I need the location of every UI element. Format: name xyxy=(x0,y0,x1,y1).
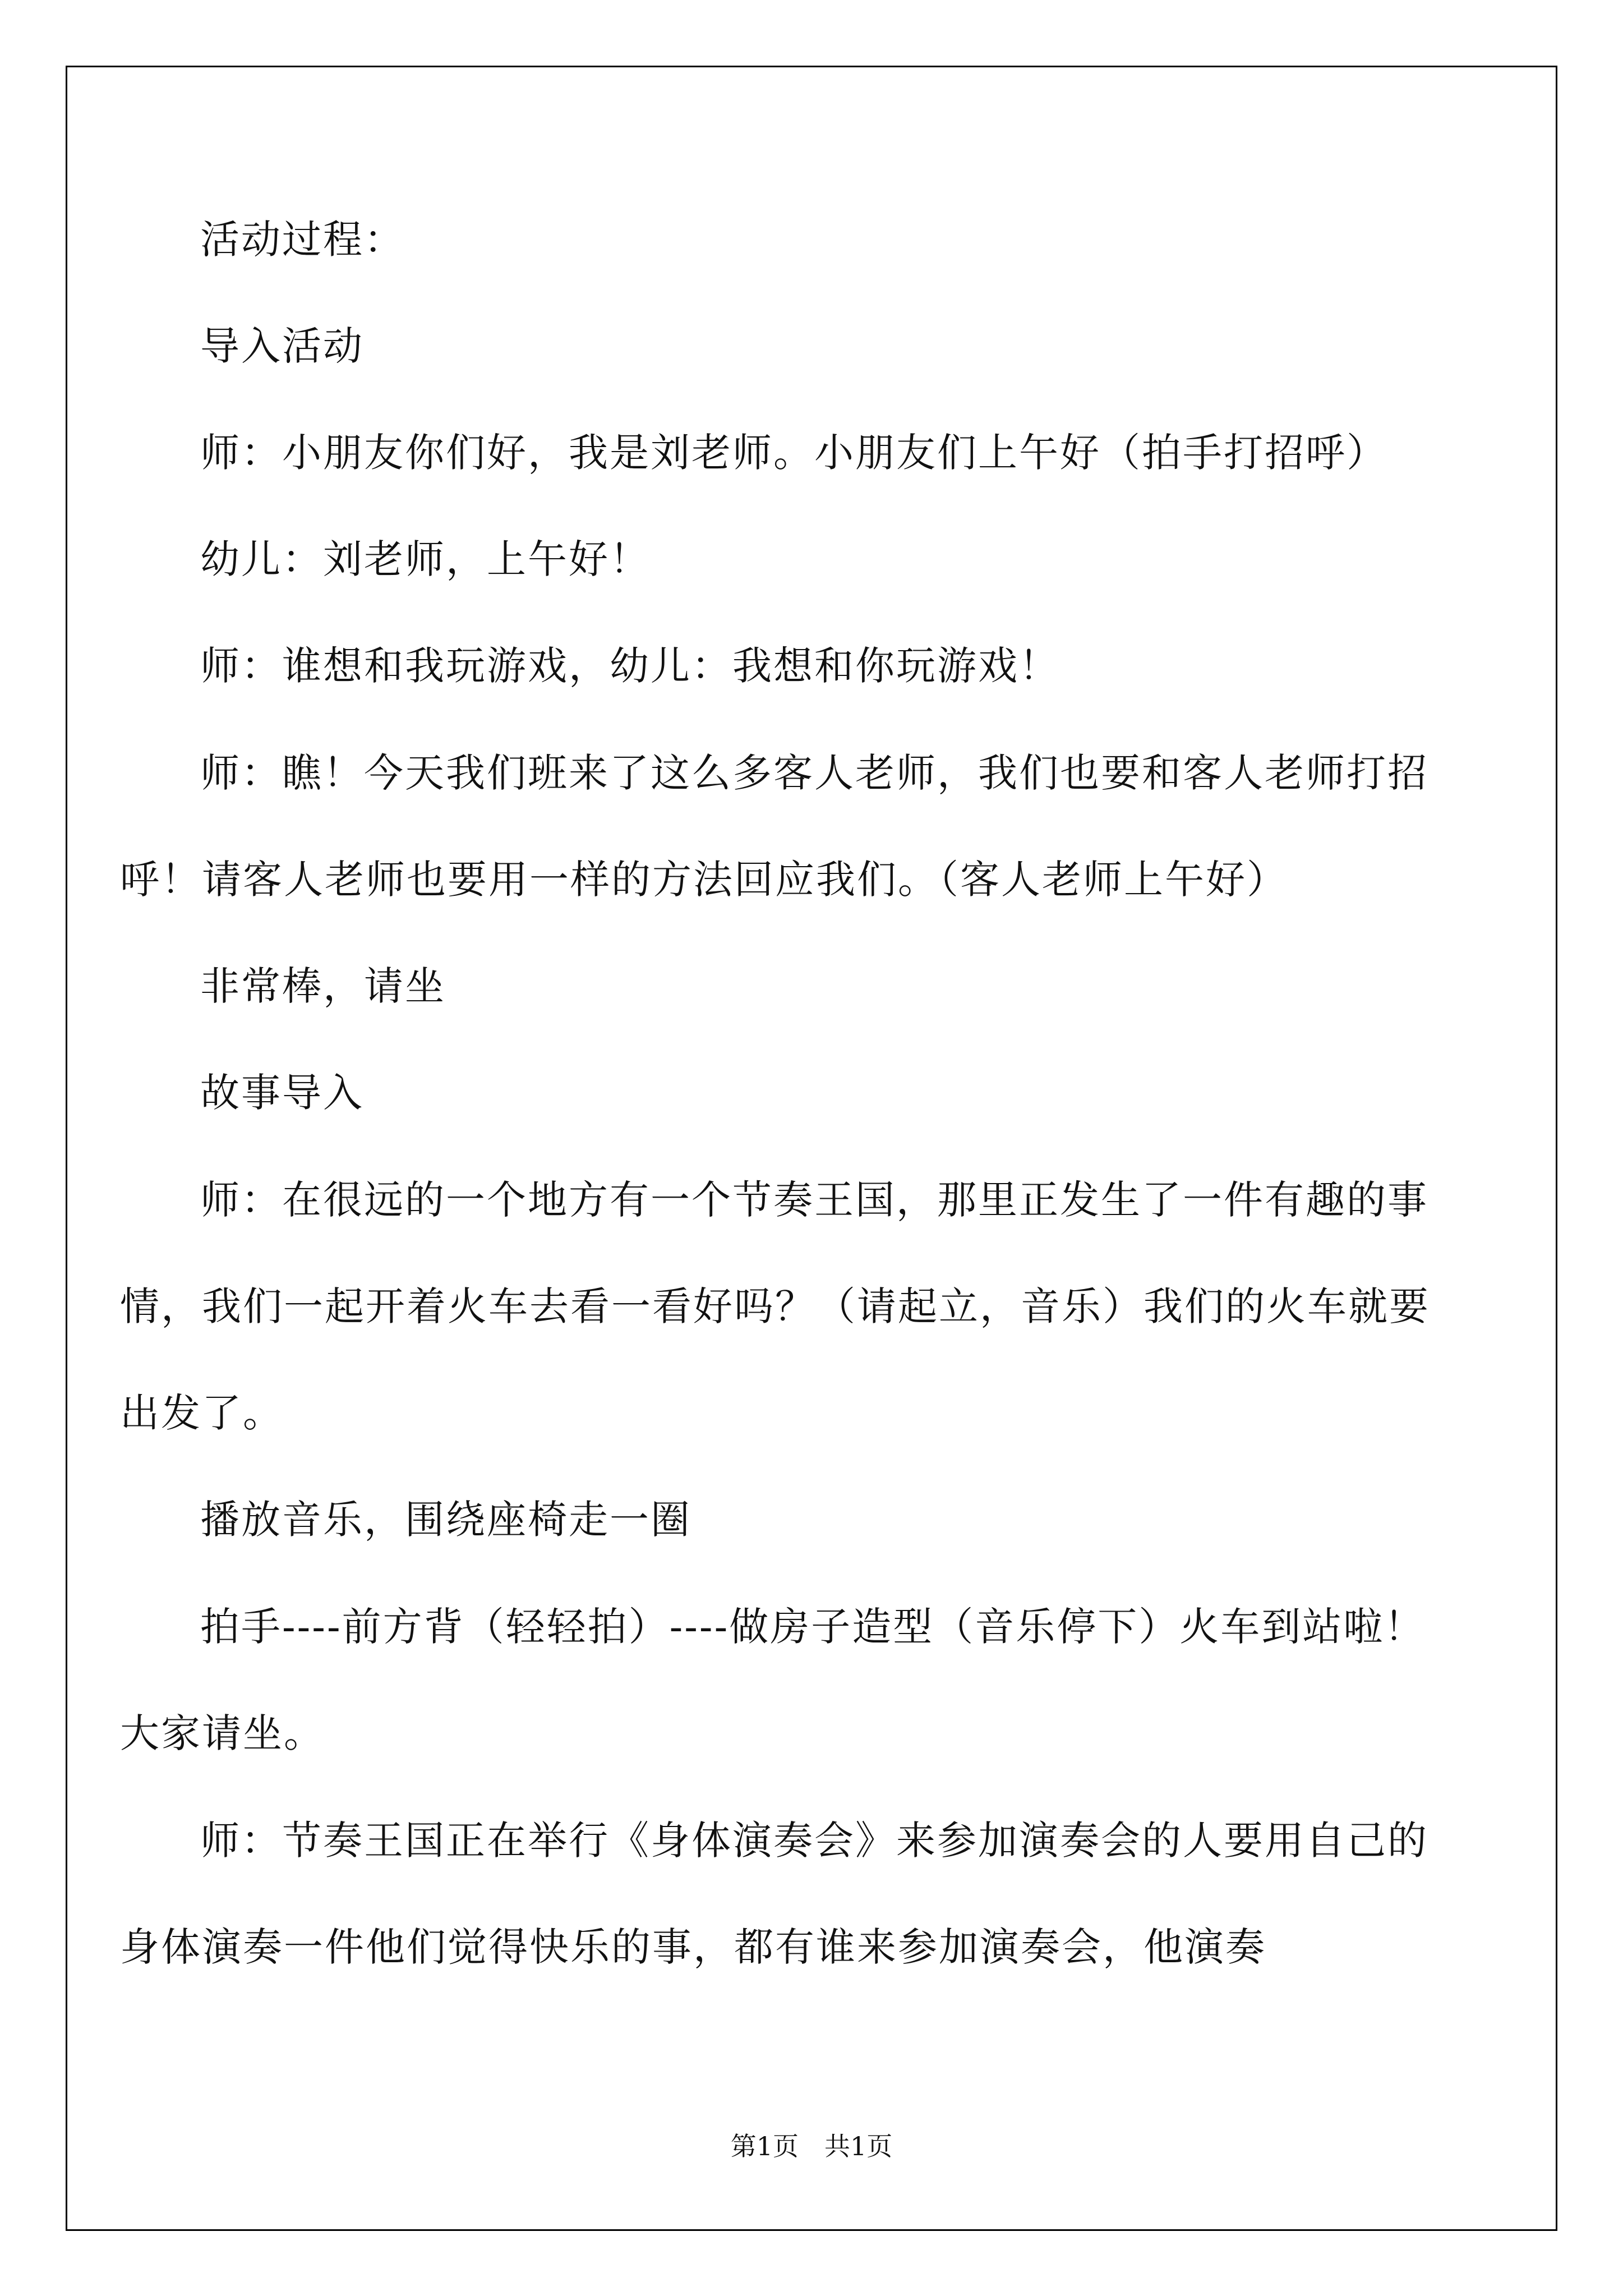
paragraph-11: 拍手----前方背（轻轻拍）----做房子造型（音乐停下）火车到站啦！大家请坐。 xyxy=(120,1604,1426,1756)
paragraph-8: 故事导入 xyxy=(200,1070,364,1116)
page-footer: 第1页 共1页 xyxy=(730,2131,893,2161)
paragraph-7: 非常棒，请坐 xyxy=(200,963,446,1009)
paragraph-9: 师：在很远的一个地方有一个节奏王国，那里正发生了一件有趣的事情，我们一起开着火车去看一看好吗？（请起立，音乐）我们的火车就要出发了。 xyxy=(120,1177,1430,1436)
paragraph-6: 师：瞧！今天我们班来了这么多客人老师，我们也要和客人老师打招呼！请客人老师也要用一样的方法回应我们。（客人老师上午好） xyxy=(120,750,1428,903)
paragraph-4: 幼儿：刘老师，上午好！ xyxy=(200,536,651,582)
paragraph-12: 师：节奏王国正在举行《身体演奏会》来参加演奏会的人要用自己的身体演奏一件他们觉得快乐的事，都有谁来参加演奏会，他演奏 xyxy=(120,1818,1428,1970)
paragraph-2: 导入活动 xyxy=(200,323,364,369)
paragraph-3: 师：小朋友你们好，我是刘老师。小朋友们上午好（拍手打招呼） xyxy=(200,430,1387,476)
paragraph-5: 师：谁想和我玩游戏，幼儿：我想和你玩游戏！ xyxy=(200,643,1060,689)
paragraph-10: 播放音乐，围绕座椅走一圈 xyxy=(200,1497,691,1543)
document-body xyxy=(120,213,1434,2027)
paragraph-1: 活动过程： xyxy=(200,217,405,263)
